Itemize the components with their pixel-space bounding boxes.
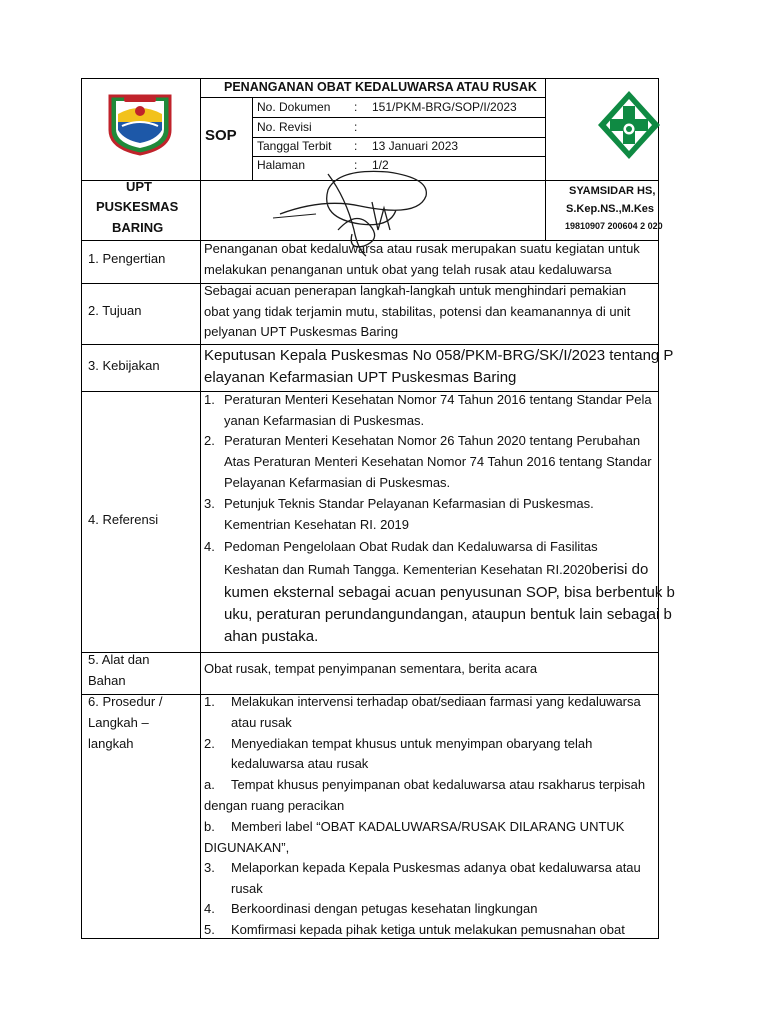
section-label-kebijakan: 3. Kebijakan <box>88 358 160 373</box>
step-number: b. <box>204 819 215 834</box>
step-number: 4. <box>204 901 215 916</box>
ref-number: 2. <box>204 433 215 448</box>
step-line: Memberi label “OBAT KADALUWARSA/RUSAK DILARANG UNTUK <box>231 819 625 834</box>
field-label-halaman: Halaman <box>257 158 306 172</box>
field-value-tanggal-terbit: 13 Januari 2023 <box>372 139 459 153</box>
step-line: Komfirmasi kepada pihak ketiga untuk melakukan pemusnahan obat <box>231 922 625 937</box>
left-logo <box>104 92 176 156</box>
kebijakan-line: elayanan Kefarmasian UPT Puskesmas Baring <box>204 369 517 386</box>
ref-tail-line: uku, peraturan perundangundangan, ataupun bentuk lain sebagai b <box>224 606 672 623</box>
signatory-nip: 19810907 200604 2 020 <box>565 221 663 231</box>
org-line-upt: UPT <box>126 179 152 194</box>
step-line: kedaluwarsa atau rusak <box>231 756 369 771</box>
step-number: a. <box>204 777 215 792</box>
org-line-baring: BARING <box>112 220 164 235</box>
ref-line: Petunjuk Teknis Standar Pelayanan Kefarmasian di Puskesmas. <box>224 496 594 511</box>
ref-line: Peraturan Menteri Kesehatan Nomor 26 Tahun 2020 tentang Perubahan <box>224 433 641 448</box>
step-number: 3. <box>204 860 215 875</box>
ref-number: 4. <box>204 539 215 554</box>
tujuan-line: pelyanan UPT Puskesmas Baring <box>204 324 399 339</box>
step-line: Melaporkan kepada Kepala Puskesmas adanya obat kedaluwarsa atau <box>231 860 641 875</box>
alat-text: Obat rusak, tempat penyimpanan sementara, berita acara <box>204 661 538 676</box>
document-title: PENANGANAN OBAT KEDALUWARSA ATAU RUSAK <box>224 80 537 94</box>
kebijakan-line: Keputusan Kepala Puskesmas No 058/PKM-BRG/SK/I/2023 tentang P <box>204 347 674 364</box>
field-label-no-dokumen: No. Dokumen <box>257 100 331 114</box>
step-number: 5. <box>204 922 215 937</box>
step-line: Melakukan intervensi terhadap obat/sediaan farmasi yang kedaluwarsa <box>231 694 641 709</box>
ref-line: Peraturan Menteri Kesehatan Nomor 74 Tahun 2016 tentang Standar Pela <box>224 392 652 407</box>
section-label-referensi: 4. Referensi <box>88 512 159 527</box>
field-value-halaman: 1/2 <box>372 158 389 172</box>
section-label-tujuan: 2. Tujuan <box>88 303 142 318</box>
step-number: 2. <box>204 736 215 751</box>
ref-line: yanan Kefarmasian di Puskesmas. <box>224 413 425 428</box>
field-label-tanggal-terbit: Tanggal Terbit <box>257 139 332 153</box>
section-label-prosedur: langkah <box>88 736 134 751</box>
step-line: rusak <box>231 881 263 896</box>
section-label-prosedur: 6. Prosedur / <box>88 694 163 709</box>
ref-line: Pelayanan Kefarmasian di Puskesmas. <box>224 475 451 490</box>
step-line: Berkoordinasi dengan petugas kesehatan lingkungan <box>231 901 538 916</box>
section-label-pengertian: 1. Pengertian <box>88 251 166 266</box>
ref-tail-line: ahan pustaka. <box>224 628 319 645</box>
section-label-alat: 5. Alat dan <box>88 652 150 667</box>
field-value-no-dokumen: 151/PKM-BRG/SOP/I/2023 <box>372 100 517 114</box>
pengertian-line: Penanganan obat kedaluwarsa atau rusak merupakan suatu kegiatan untuk <box>204 241 640 256</box>
field-sep: : <box>354 120 358 134</box>
ref-tail-line: kumen eksternal sebagai acuan penyusunan SOP, bisa berbentuk b <box>224 584 675 601</box>
puskesmas-logo <box>594 88 664 162</box>
field-label-no-revisi: No. Revisi <box>257 120 312 134</box>
field-sep: : <box>354 139 358 153</box>
ref-line-part: Keshatan dan Rumah Tangga. Kementerian Kesehatan RI.2020 <box>224 562 592 577</box>
field-sep: : <box>354 158 358 172</box>
ref-number: 1. <box>204 392 215 407</box>
tujuan-line: obat yang tidak terjamin mutu, stabilitas, potensi dan keamanannya di unit <box>204 304 631 319</box>
ref-line: Pedoman Pengelolaan Obat Rudak dan Kedaluwarsa di Fasilitas <box>224 539 598 554</box>
step-line: Tempat khusus penyimpanan obat kedaluwarsa atau rsakharus terpisah <box>231 777 646 792</box>
pengertian-line: melakukan penanganan untuk obat yang telah rusak atau kedaluwarsa <box>204 262 612 277</box>
sop-label: SOP <box>205 127 237 144</box>
tujuan-line: Sebagai acuan penerapan langkah-langkah untuk menghindari pemakian <box>204 283 627 298</box>
signatory-title: S.Kep.NS.,M.Kes <box>566 203 655 215</box>
ref-line: Atas Peraturan Menteri Kesehatan Nomor 74 Tahun 2016 tentang Standar <box>224 454 652 469</box>
ref-number: 3. <box>204 496 215 511</box>
section-label-prosedur: Langkah – <box>88 715 149 730</box>
signatory-name: SYAMSIDAR HS, <box>569 185 656 197</box>
ref-line <box>224 559 648 581</box>
section-label-alat: Bahan <box>88 673 126 688</box>
field-sep: : <box>354 100 358 114</box>
step-line: dengan ruang peracikan <box>204 798 345 813</box>
step-number: 1. <box>204 694 215 709</box>
step-line: Menyediakan tempat khusus untuk menyimpan obaryang telah <box>231 736 593 751</box>
ref-line: Kementrian Kesehatan RI. 2019 <box>224 517 410 532</box>
step-line: atau rusak <box>231 715 292 730</box>
ref-line-part: berisi do <box>591 561 649 578</box>
step-line: DIGUNAKAN”, <box>204 840 290 855</box>
org-line-puskesmas: PUSKESMAS <box>96 199 179 214</box>
